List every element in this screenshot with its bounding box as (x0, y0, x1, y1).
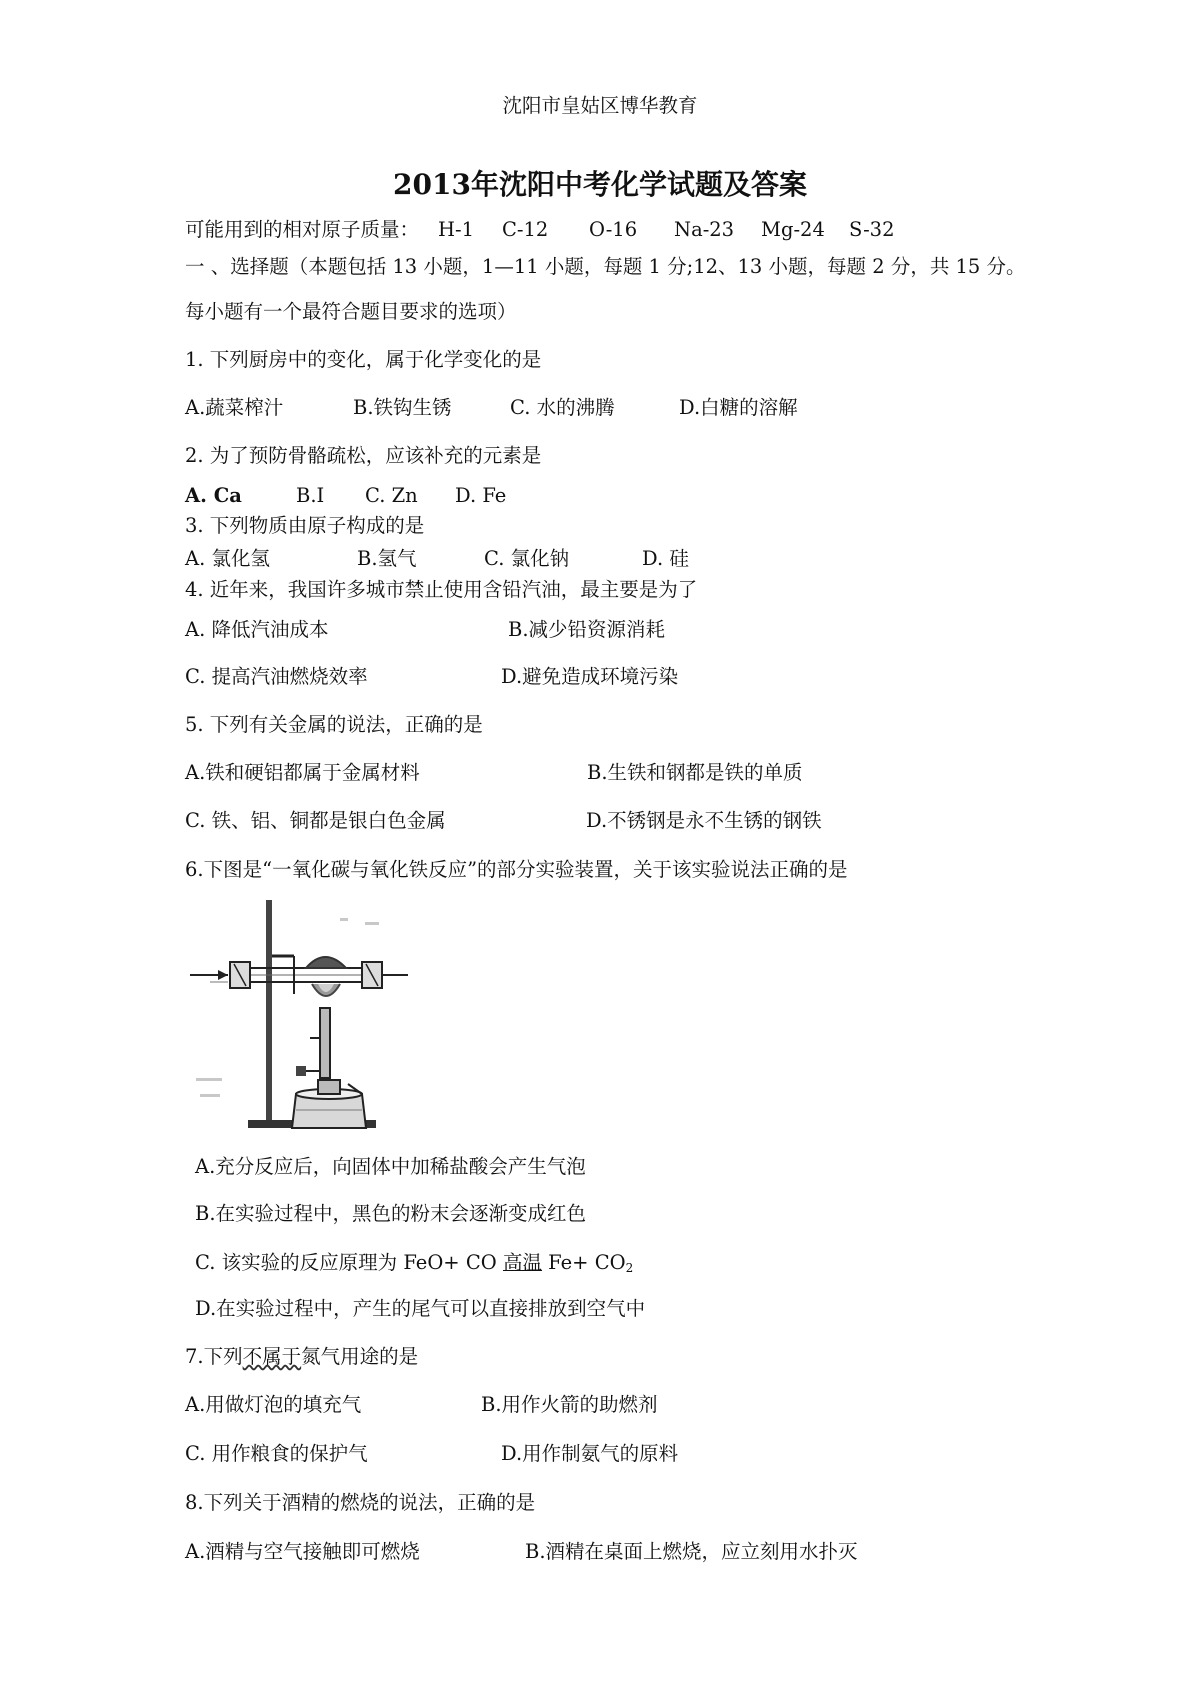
question-5-option-b: B.生铁和钢都是铁的单质 (587, 761, 803, 784)
question-8-stem: 8.下列关于酒精的燃烧的说法，正确的是 (185, 1491, 536, 1514)
question-1-option-d: D.白糖的溶解 (679, 396, 798, 419)
question-2-option-c: C. Zn (365, 484, 418, 507)
page-title: 2013年沈阳中考化学试题及答案 (393, 168, 807, 201)
atomic-mass-item: H-1 (438, 218, 475, 241)
question-6-option-d: D.在实验过程中，产生的尾气可以直接排放到空气中 (195, 1297, 646, 1320)
question-5-option-a: A.铁和硬铝都属于金属材料 (185, 761, 420, 784)
question-7-emphasis: 不属于 (242, 1345, 302, 1368)
question-6-option-c-prefix: C. 该实验的反应原理为 FeO+ CO (195, 1251, 503, 1274)
question-5-stem: 5. 下列有关金属的说法，正确的是 (185, 713, 483, 736)
question-7-option-b: B.用作火箭的助燃剂 (481, 1393, 658, 1416)
question-6-option-b: B.在实验过程中，黑色的粉末会逐渐变成红色 (195, 1202, 587, 1225)
question-6-option-c (195, 1253, 633, 1274)
question-6-option-c-suffix: Fe+ CO (541, 1251, 626, 1274)
question-7-option-d: D.用作制氨气的原料 (501, 1442, 679, 1465)
question-4-option-c: C. 提高汽油燃烧效率 (185, 665, 368, 688)
atomic-mass-item: S-32 (849, 218, 895, 241)
section-instruction-cont: 每小题有一个最符合题目要求的选项） (185, 300, 517, 323)
question-4-option-d: D.避免造成环境污染 (501, 665, 679, 688)
atomic-mass-item: O-16 (589, 218, 638, 241)
page-header: 沈阳市皇姑区博华教育 (502, 94, 698, 117)
co2-subscript: 2 (625, 1261, 634, 1275)
question-2-stem: 2. 为了预防骨骼疏松，应该补充的元素是 (185, 444, 542, 467)
question-1-option-b: B.铁钩生锈 (353, 396, 452, 419)
question-8-option-a: A.酒精与空气接触即可燃烧 (185, 1540, 420, 1563)
question-7-option-c: C. 用作粮食的保护气 (185, 1442, 368, 1465)
reaction-condition-label: 高温 (502, 1251, 542, 1274)
question-7-stem-prefix: 7.下列 (185, 1345, 243, 1368)
question-1-option-c: C. 水的沸腾 (510, 396, 615, 419)
question-8-option-b: B.酒精在桌面上燃烧，应立刻用水扑灭 (525, 1540, 858, 1563)
question-3-option-c: C. 氯化钠 (484, 547, 570, 570)
question-5-option-c: C. 铁、铝、铜都是银白色金属 (185, 809, 446, 832)
question-1-option-a: A.蔬菜榨汁 (185, 396, 284, 419)
question-4-option-b: B.减少铅资源消耗 (508, 618, 666, 641)
atomic-masses-row (185, 220, 419, 240)
question-7-stem (185, 1347, 418, 1367)
question-2-option-a: A. Ca (185, 484, 242, 507)
question-3-option-d: D. 硅 (642, 547, 689, 570)
atomic-mass-item: Na-23 (674, 218, 735, 241)
question-4-option-a: A. 降低汽油成本 (185, 618, 329, 641)
experiment-apparatus-figure (190, 898, 420, 1138)
question-3-option-a: A. 氯化氢 (185, 547, 270, 570)
question-2-option-d: D. Fe (455, 484, 507, 507)
question-3-option-b: B.氢气 (357, 547, 417, 570)
question-7-option-a: A.用做灯泡的填充气 (185, 1393, 362, 1416)
atomic-mass-item: C-12 (502, 218, 549, 241)
question-7-stem-suffix: 氮气用途的是 (301, 1345, 419, 1368)
question-4-stem: 4. 近年来，我国许多城市禁止使用含铅汽油，最主要是为了 (185, 578, 698, 601)
question-3-stem: 3. 下列物质由原子构成的是 (185, 514, 425, 537)
section-instruction: 一 、选择题（本题包括 13 小题，1—11 小题，每题 1 分;12、13 小题，每题 2 分，共 15 分。 (185, 255, 1026, 278)
atomic-mass-item: Mg-24 (761, 218, 825, 241)
question-1-stem: 1. 下列厨房中的变化，属于化学变化的是 (185, 348, 542, 371)
question-6-stem: 6.下图是“一氧化碳与氧化铁反应”的部分实验装置，关于该实验说法正确的是 (185, 858, 848, 881)
question-5-option-d: D.不锈钢是永不生锈的钢铁 (586, 809, 822, 832)
atomic-masses-label: 可能用到的相对原子质量： (185, 218, 420, 241)
question-6-option-a: A.充分反应后，向固体中加稀盐酸会产生气泡 (195, 1155, 586, 1178)
question-2-option-b: B.I (296, 484, 325, 507)
